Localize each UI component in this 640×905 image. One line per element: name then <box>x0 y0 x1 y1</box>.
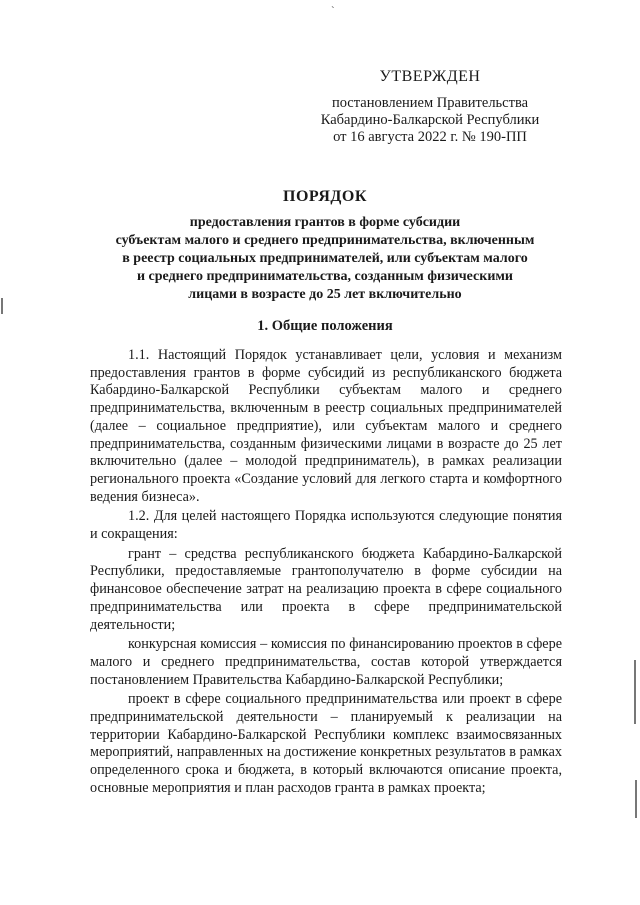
subtitle-line: предоставления грантов в форме субсидии <box>189 215 461 230</box>
scan-edge-mark <box>634 660 636 724</box>
subtitle-line: лицами в возрасте до 25 лет включительно <box>188 287 462 302</box>
document-title: ПОРЯДОК <box>283 188 367 205</box>
subtitle-line: и среднего предпринимательства, созданным физическими <box>136 269 513 284</box>
paragraph: грант – средства республиканского бюджета Кабардино-Балкарской Республики, предоставляемые грантополучателю в форме субсидии на финансовое обеспечение затрат на реализацию проекта в сфере социального предпринимательства или проекта в сфере предпринимательской деятельности; <box>90 545 562 633</box>
scan-edge-mark <box>1 298 3 314</box>
document-subtitle <box>90 214 560 304</box>
approval-line: постановлением Правительства <box>331 95 529 111</box>
approval-heading: УТВЕРЖДЕН <box>379 68 481 85</box>
scan-edge-mark <box>635 780 637 818</box>
paragraph: 1.1. Настоящий Порядок устанавливает цели, условия и механизм предоставления грантов в форме субсидий из республиканского бюджета Кабардино-Балкарской Республики субъектам малого и среднего предпринимательства, включенным в реестр социальных предпринимателей (далее – социальное предприятие), или субъектам малого и среднего предпринимательства, созданным физическими лицами в возрасте до 25 лет включительно (далее – молодой предприниматель), в рамках реализации регионального проекта «Создание условий для легкого старта и комфортного ведения бизнеса». <box>90 347 562 505</box>
scan-speck: ` <box>331 5 335 17</box>
approval-block <box>300 68 560 146</box>
paragraph: 1.2. Для целей настоящего Порядка используются следующие понятия и сокращения: <box>90 508 562 543</box>
approval-line: от 16 августа 2022 г. № 190-ПП <box>333 129 527 145</box>
subtitle-line: в реестр социальных предпринимателей, или субъектам малого <box>122 251 528 266</box>
paragraph: проект в сфере социального предпринимательства или проект в сфере предпринимательской деятельности – планируемый к реализации на территории Кабардино-Балкарской Республики комплекс взаимосвязанных мероприятий, направленных на достижение конкретных результатов в рамках определенного срока и бюджета, в который включаются описание проекта, основные мероприятия и план расходов гранта в рамках проекта; <box>90 691 562 796</box>
subtitle-line: субъектам малого и среднего предпринимательства, включенным <box>115 233 535 248</box>
approval-line: Кабардино-Балкарской Республики <box>320 112 540 128</box>
document-body <box>90 347 562 798</box>
section-heading: 1. Общие положения <box>257 318 393 334</box>
paragraph: конкурсная комиссия – комиссия по финансированию проектов в сфере малого и среднего предпринимательства, состав которой утверждается постановлением Правительства Кабардино-Балкарской Республики; <box>90 636 562 688</box>
